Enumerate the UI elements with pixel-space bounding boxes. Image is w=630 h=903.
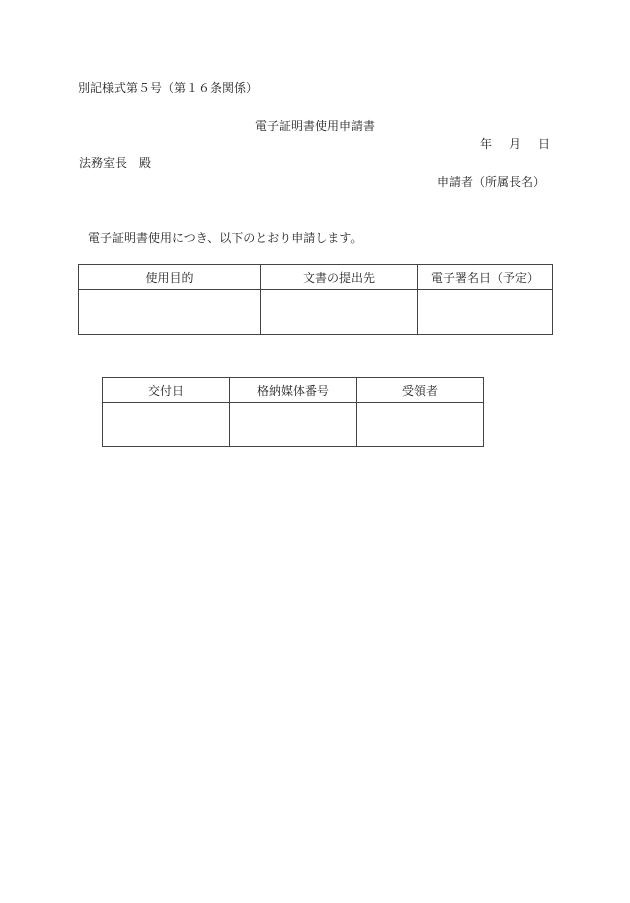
header-recipient: 受領者 [357,378,484,403]
header-purpose: 使用目的 [79,265,261,290]
form-number: 別記様式第５号（第１６条関係） [78,81,259,95]
table-row [79,290,553,335]
header-signature-date: 電子署名日（予定） [418,265,553,290]
header-issue-date: 交付日 [103,378,230,403]
storage-media-number-cell[interactable] [230,403,357,447]
date-month-label: 月 [509,137,522,151]
request-statement: 電子証明書使用につき、以下のとおり申請します。 [88,231,363,245]
header-submission-destination: 文書の提出先 [261,265,418,290]
issuance-table-header-row [103,378,484,403]
date-line [480,137,550,151]
usage-table-header-row [79,265,553,290]
submission-destination-cell[interactable] [261,290,418,335]
table-row [103,403,484,447]
date-day-label: 日 [538,137,551,151]
issuance-table [102,377,484,447]
issue-date-cell[interactable] [103,403,230,447]
header-storage-media-number: 格納媒体番号 [230,378,357,403]
recipient-cell[interactable] [357,403,484,447]
purpose-cell[interactable] [79,290,261,335]
date-year-label: 年 [480,137,493,151]
usage-table [78,264,553,335]
signature-date-cell[interactable] [418,290,553,335]
addressee: 法務室長 殿 [79,156,152,170]
document-title: 電子証明書使用申請書 [254,119,375,133]
applicant-label: 申請者（所属長名） [437,175,546,189]
